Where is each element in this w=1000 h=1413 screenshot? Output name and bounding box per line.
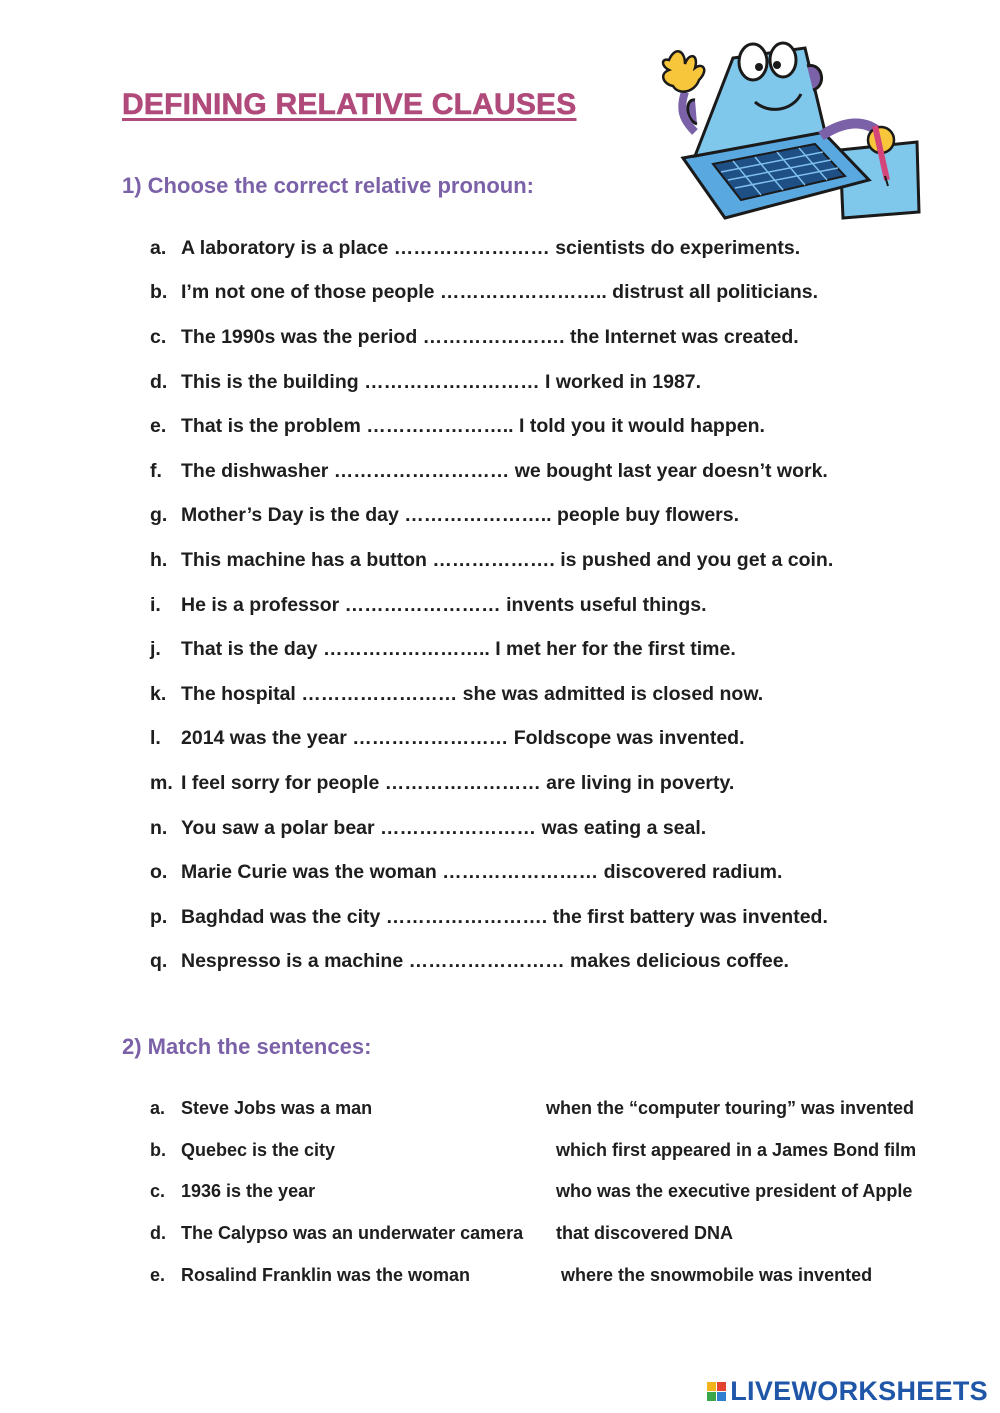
- match-row: [150, 1130, 940, 1172]
- question-row: [150, 271, 910, 316]
- question-text: I’m not one of those people …………………….. distrust all politicians.: [181, 281, 819, 304]
- question-letter: h.: [150, 548, 168, 571]
- question-row: [150, 717, 910, 762]
- match-left-text: Quebec is the city: [181, 1139, 336, 1160]
- question-letter: l.: [150, 727, 161, 750]
- question-text: This machine has a button ………………. is pushed and you get a coin.: [181, 548, 834, 571]
- match-right-text: that discovered DNA: [546, 1223, 734, 1244]
- question-row: [150, 850, 910, 895]
- liveworksheets-logo-icon: [707, 1382, 726, 1401]
- question-letter: p.: [150, 905, 168, 928]
- match-right-text: when the “computer touring” was invented: [546, 1098, 915, 1119]
- section-1-heading: 1) Choose the correct relative pronoun:: [122, 173, 534, 198]
- question-text: I feel sorry for people …………………… are living in poverty.: [181, 771, 735, 794]
- question-text: This is the building ……………………… I worked in 1987.: [181, 370, 702, 393]
- match-right-text: where the snowmobile was invented: [546, 1264, 873, 1285]
- question-row: [150, 806, 910, 851]
- match-left-text: Steve Jobs was a man: [181, 1098, 373, 1119]
- question-row: [150, 494, 910, 539]
- question-text: The 1990s was the period …………………. the Internet was created.: [181, 325, 799, 348]
- question-letter: i.: [150, 593, 161, 616]
- question-text: Mother’s Day is the day ………………….. people buy flowers.: [181, 504, 740, 527]
- question-row: [150, 672, 910, 717]
- liveworksheets-brand: [707, 1376, 988, 1407]
- fill-in-question-list: [150, 226, 910, 984]
- question-letter: c.: [150, 325, 167, 348]
- question-text: Baghdad was the city ……………………. the first battery was invented.: [181, 905, 828, 928]
- question-text: Marie Curie was the woman …………………… discovered radium.: [181, 861, 783, 884]
- question-text: That is the problem ………………….. I told you it would happen.: [181, 415, 765, 438]
- question-letter: o.: [150, 861, 168, 884]
- match-letter: c.: [150, 1181, 166, 1202]
- question-row: [150, 449, 910, 494]
- match-letter: d.: [150, 1223, 166, 1244]
- question-row: [150, 538, 910, 583]
- question-letter: g.: [150, 504, 168, 527]
- question-text: 2014 was the year …………………… Foldscope was invented.: [181, 727, 745, 750]
- question-row: [150, 360, 910, 405]
- match-right-text: which first appeared in a James Bond film: [546, 1139, 917, 1160]
- match-left-text: 1936 is the year: [181, 1181, 316, 1202]
- match-right-text: who was the executive president of Apple: [546, 1181, 913, 1202]
- question-letter: m.: [150, 771, 173, 794]
- question-letter: k.: [150, 682, 167, 705]
- question-letter: j.: [150, 638, 161, 661]
- question-text: He is a professor …………………… invents useful things.: [181, 593, 707, 616]
- match-left-text: The Calypso was an underwater camera: [181, 1223, 524, 1244]
- question-text: That is the day …………………….. I met her for the first time.: [181, 638, 736, 661]
- computer-mascot-illustration: [655, 40, 923, 230]
- brand-name: LIVEWORKSHEETS: [730, 1376, 988, 1406]
- question-row: [150, 315, 910, 360]
- question-letter: f.: [150, 459, 162, 482]
- question-row: [150, 226, 910, 271]
- question-letter: q.: [150, 950, 168, 973]
- question-row: [150, 583, 910, 628]
- question-letter: n.: [150, 816, 168, 839]
- match-row: [150, 1213, 940, 1255]
- matching-list: [150, 1088, 940, 1296]
- match-letter: a.: [150, 1098, 166, 1119]
- question-row: [150, 627, 910, 672]
- match-letter: e.: [150, 1264, 166, 1285]
- question-text: You saw a polar bear …………………… was eating a seal.: [181, 816, 707, 839]
- question-letter: b.: [150, 281, 168, 304]
- question-letter: e.: [150, 415, 167, 438]
- question-row: [150, 404, 910, 449]
- question-text: The hospital …………………… she was admitted is closed now.: [181, 682, 764, 705]
- match-letter: b.: [150, 1139, 166, 1160]
- match-left-text: Rosalind Franklin was the woman: [181, 1264, 471, 1285]
- question-letter: a.: [150, 236, 167, 259]
- section-2-heading: 2) Match the sentences:: [122, 1034, 372, 1059]
- worksheet-title: DEFINING RELATIVE CLAUSES: [122, 88, 577, 121]
- question-letter: d.: [150, 370, 168, 393]
- match-row: [150, 1171, 940, 1213]
- question-text: A laboratory is a place …………………… scientists do experiments.: [181, 236, 801, 259]
- question-row: [150, 761, 910, 806]
- question-row: [150, 895, 910, 940]
- match-row: [150, 1088, 940, 1130]
- question-row: [150, 940, 910, 985]
- question-text: The dishwasher ……………………… we bought last year doesn’t work.: [181, 459, 828, 482]
- match-row: [150, 1254, 940, 1296]
- question-text: Nespresso is a machine …………………… makes delicious coffee.: [181, 950, 789, 973]
